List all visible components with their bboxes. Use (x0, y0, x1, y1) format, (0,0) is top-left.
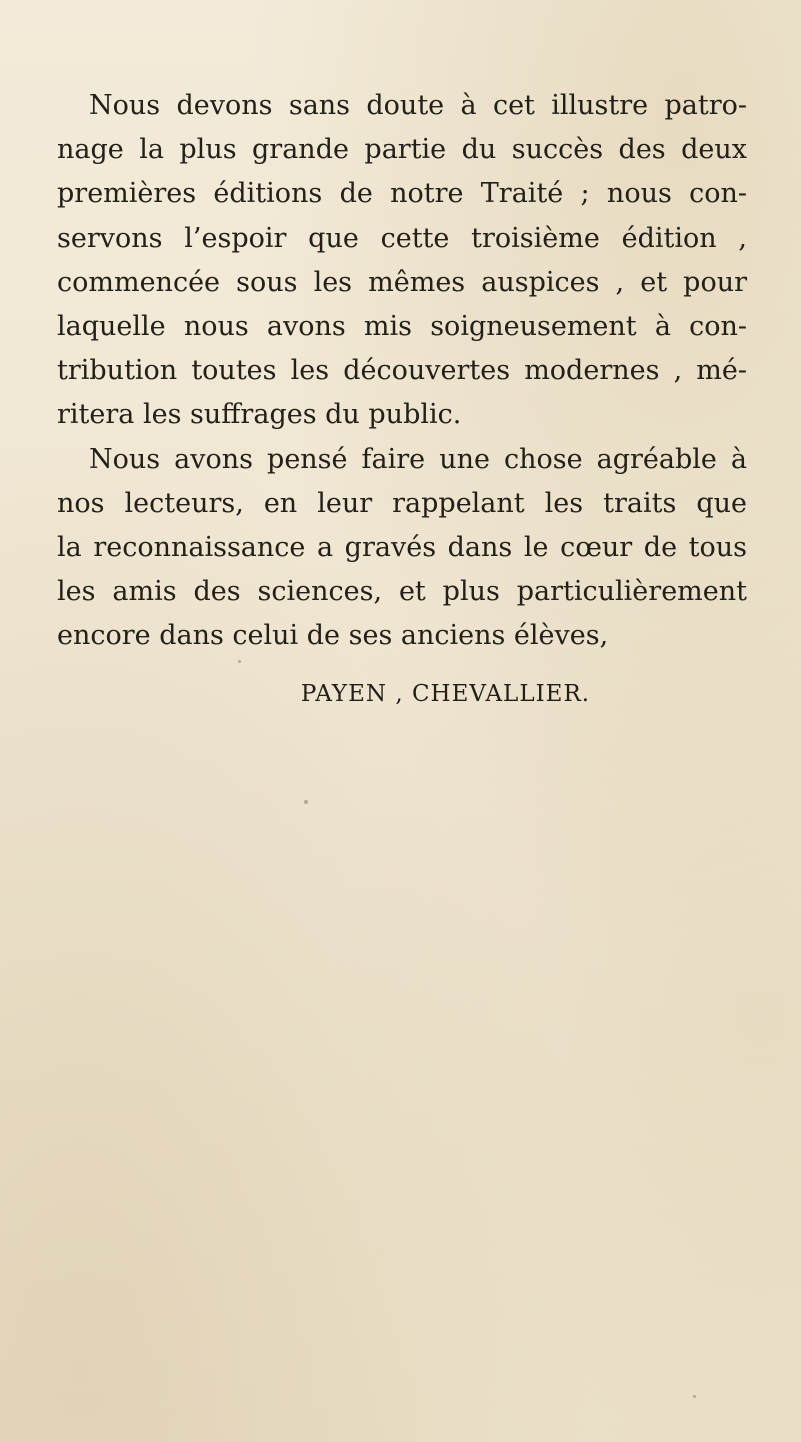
paragraph-line: commencée sous les mêmes auspices , et pour (57, 266, 747, 298)
paragraph-line: premières éditions de notre Traité ; nous con- (57, 178, 747, 210)
paragraph-line: servons l’espoir que cette troisième édition , (57, 222, 747, 254)
paragraph-1 (57, 84, 747, 438)
paragraph-line: tribution toutes les découvertes modernes , mé- (57, 355, 747, 387)
body-text (57, 84, 747, 659)
paper-speck (693, 1395, 696, 1398)
paragraph-line: nage la plus grande partie du succès des deux (57, 134, 747, 166)
paragraph-line: nos lecteurs, en leur rappelant les traits que (57, 487, 747, 519)
paragraph-line: Nous devons sans doute à cet illustre patro- (89, 90, 747, 121)
paragraph-line: Nous avons pensé faire une chose agréable à (89, 443, 747, 475)
paper-speck (238, 660, 241, 663)
paragraph-line: les amis des sciences, et plus particulièrement (57, 576, 747, 608)
paper-speck (304, 800, 308, 804)
signature: PAYEN , CHEVALLIER. (300, 681, 591, 707)
paragraph-line: encore dans celui de ses anciens élèves, (57, 620, 609, 652)
paragraph-line: la reconnaissance a gravés dans le cœur de tous (57, 532, 747, 564)
paragraph-2 (57, 438, 747, 659)
paragraph-line: ritera les suffrages du public. (57, 399, 462, 431)
paragraph-line: laquelle nous avons mis soigneusement à con- (57, 311, 747, 343)
